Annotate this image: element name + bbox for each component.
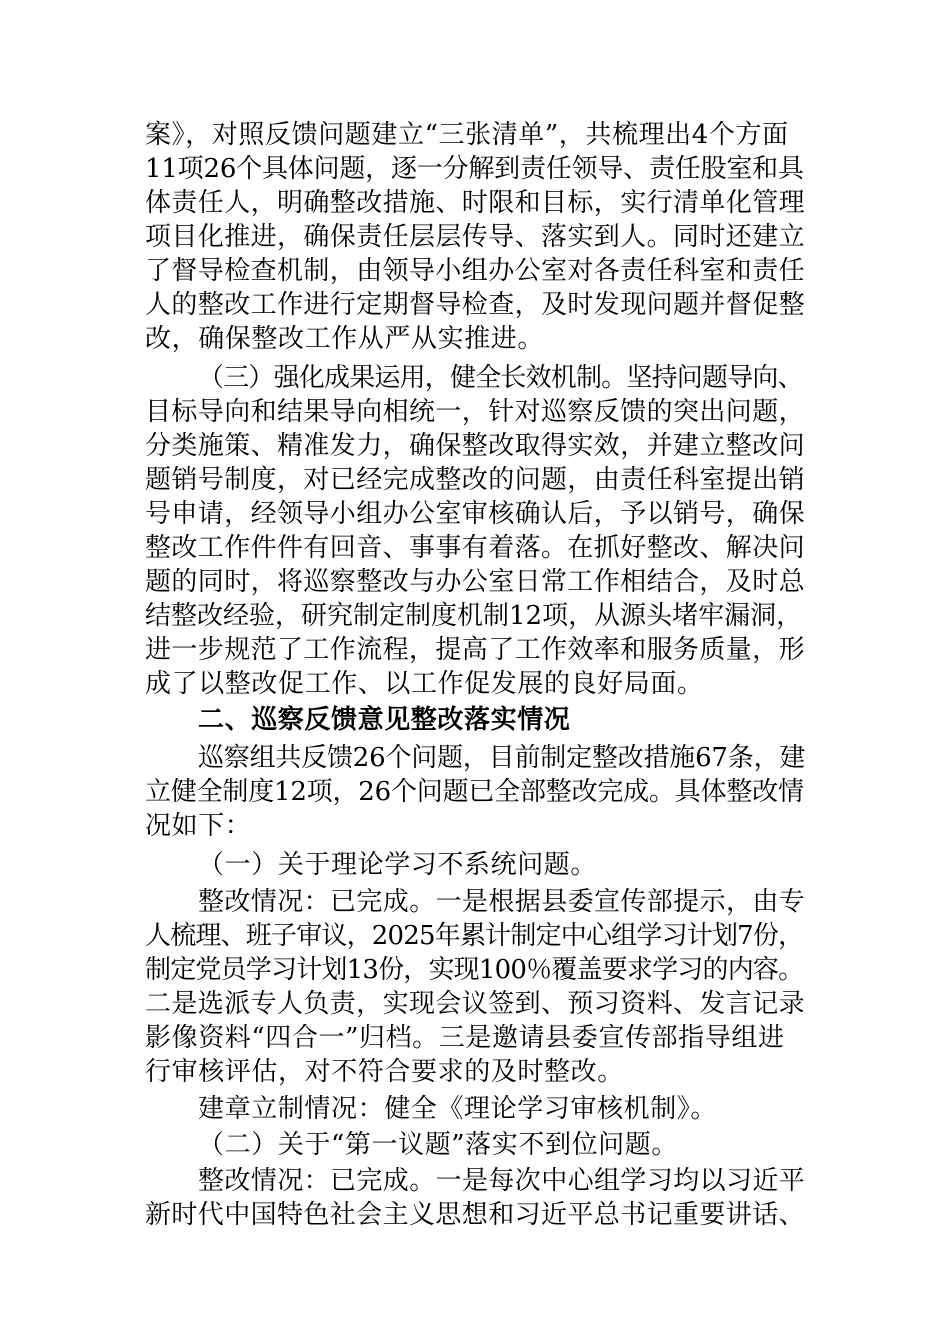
text-line: 成了以整改促工作、以工作促发展的良好局面。 <box>145 669 704 699</box>
text-line: 改，确保整改工作从严从实推进。 <box>145 324 545 354</box>
text-line: 11项26个具体问题，逐一分解到责任领导、责任股室和具 <box>145 154 804 184</box>
text-line: 人的整改工作进行定期督导检查，及时发现问题并督促整 <box>145 290 806 320</box>
text-line: 人梳理、班子审议，2025年累计制定中心组学习计划7份， <box>145 921 804 951</box>
subsection-heading-2: （二）关于“第一议题”落实不到位问题。 <box>198 1130 678 1160</box>
text-line: 况如下： <box>145 811 252 841</box>
text-line: 结整改经验，研究制定制度机制12项，从源头堵牢漏洞， <box>145 601 803 631</box>
text-line: 立健全制度12项，26个问题已全部整改完成。具体整改情 <box>145 777 804 807</box>
text-line: 题的同时，将巡察整改与办公室日常工作相结合，及时总 <box>145 567 806 597</box>
text-line: 分类施策、精准发力，确保整改取得实效，并建立整改问 <box>145 431 806 461</box>
text-line: 题销号制度，对已经完成整改的问题，由责任科室提出销 <box>145 465 806 495</box>
text-line: 建章立制情况：健全《理论学习审核机制》。 <box>198 1094 718 1124</box>
text-line: 二是选派专人负责，实现会议签到、预习资料、发言记录 <box>145 989 806 1019</box>
text-line: 行审核评估，对不符合要求的及时整改。 <box>145 1057 624 1087</box>
text-line: 整改情况：已完成。一是每次中心组学习均以习近平 <box>198 1166 806 1196</box>
text-line: 体责任人，明确整改措施、时限和目标，实行清单化管理 <box>145 188 806 218</box>
text-line: 新时代中国特色社会主义思想和习近平总书记重要讲话、 <box>145 1200 806 1230</box>
text-line: 了督导检查机制，由领导小组办公室对各责任科室和责任 <box>145 256 806 286</box>
text-line: 制定党员学习计划13份，实现100％覆盖要求学习的内容。 <box>145 955 804 985</box>
text-line: 项目化推进，确保责任层层传导、落实到人。同时还建立 <box>145 222 806 252</box>
text-line: 号申请，经领导小组办公室审核确认后，予以销号，确保 <box>145 499 806 529</box>
text-line: 目标导向和结果导向相统一，针对巡察反馈的突出问题， <box>145 397 806 427</box>
text-line: 进一步规范了工作流程，提高了工作效率和服务质量，形 <box>145 635 806 665</box>
text-line: 整改情况：已完成。一是根据县委宣传部提示，由专 <box>198 887 806 917</box>
text-line: 巡察组共反馈26个问题，目前制定整改措施67条，建 <box>198 743 806 773</box>
subsection-heading-1: （一）关于理论学习不系统问题。 <box>198 850 598 880</box>
text-line: 影像资料“四合一”归档。三是邀请县委宣传部指导组进 <box>145 1023 785 1053</box>
section-heading-3: （三）强化成果运用，健全长效机制。坚持问题导向、 <box>198 363 803 393</box>
section-heading-2: 二、巡察反馈意见整改落实情况 <box>198 705 571 735</box>
text-line: 整改工作件件有回音、事事有着落。在抓好整改、解决问 <box>145 533 806 563</box>
text-line: 案》，对照反馈问题建立“三张清单”，共梳理出4个方面 <box>145 120 789 150</box>
